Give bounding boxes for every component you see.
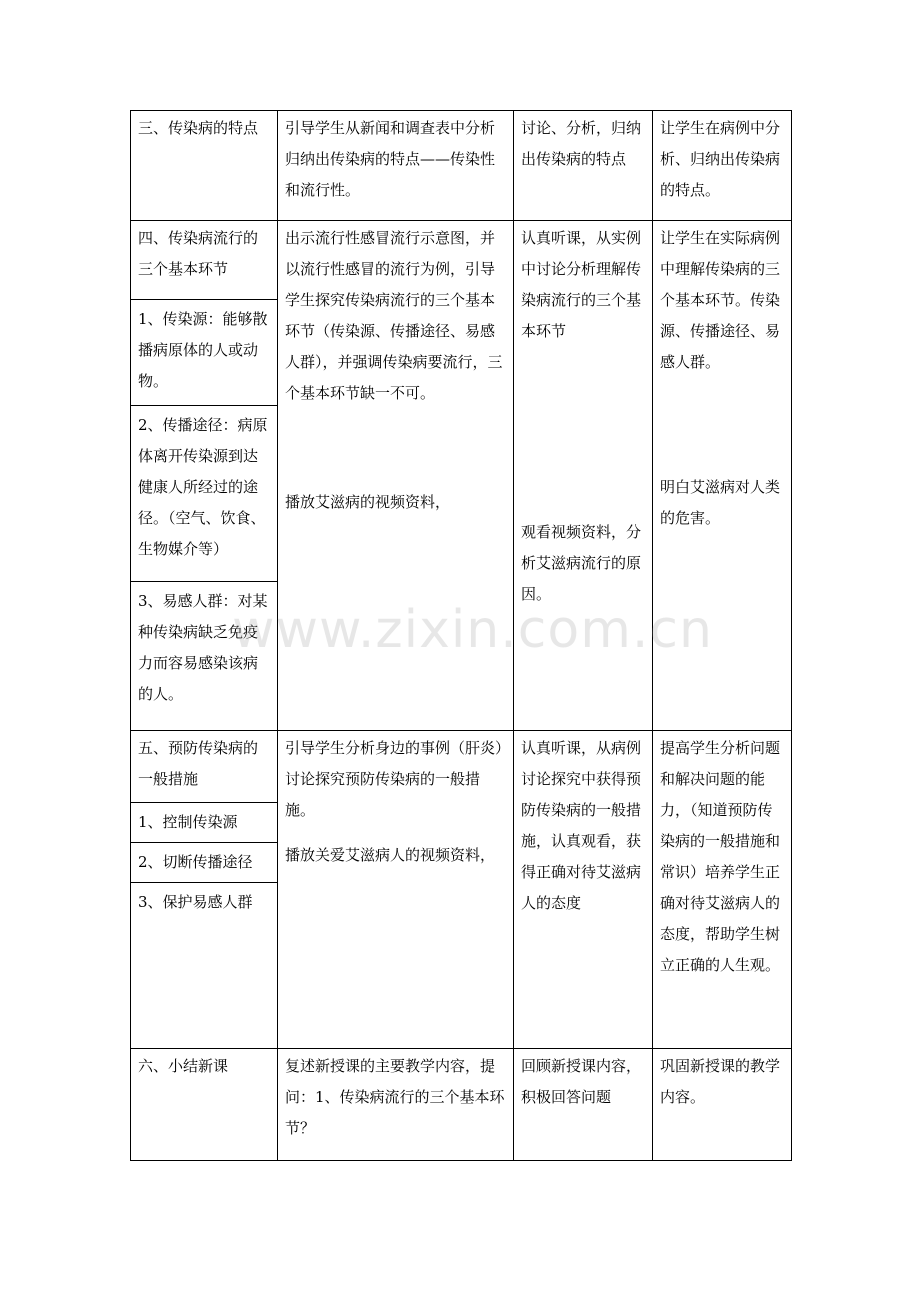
teacher-activity-text: 复述新授课的主要教学内容，提问：1、传染病流行的三个基本环节？: [285, 1057, 505, 1137]
table-row: [131, 1049, 792, 1161]
topic-subitem: 3、保护易感人群: [131, 882, 277, 918]
table-row: [131, 111, 792, 221]
design-intent-text: 巩固新授课的教学内容。: [660, 1057, 781, 1106]
topic-cell: [131, 731, 278, 1049]
student-activity-cell: [514, 111, 653, 221]
topic-cell: [131, 111, 278, 221]
topic-title: 五、预防传染病的一般措施: [138, 739, 259, 788]
teacher-activity-cell: [278, 111, 514, 221]
topic-title: 六、小结新课: [138, 1057, 229, 1075]
topic-subitem: 2、传播途径：病原体离开传染源到达健康人所经过的途径。（空气、饮食、生物媒介等）: [131, 405, 277, 581]
teacher-activity-text: 出示流行性感冒流行示意图，并以流行性感冒的流行为例，引导学生探究传染病流行的三个基本环节（传染源、传播途径、易感人群），并强调传染病要流行，三个基本环节缺一不可。: [285, 229, 503, 402]
student-activity-text: 认真听课，从实例中讨论分析理解传染病流行的三个基本环节: [521, 229, 642, 340]
teacher-activity-text: 播放关爱艾滋病人的视频资料，: [285, 846, 496, 864]
topic-cell: [131, 1049, 278, 1161]
teacher-activity-cell: [278, 221, 514, 731]
student-activity-text: 观看视频资料，分析艾滋病流行的原因。: [521, 523, 642, 603]
design-intent-text: 明白艾滋病对人类的危害。: [660, 478, 781, 527]
topic-subitem: 3、易感人群：对某种传染病缺乏免疫力而容易感染该病的人。: [131, 581, 277, 710]
topic-subitem: 2、切断传播途径: [131, 842, 277, 882]
design-intent-cell: [653, 1049, 792, 1161]
teacher-activity-text: 播放艾滋病的视频资料，: [285, 493, 451, 511]
student-activity-cell: [514, 1049, 653, 1161]
table-row: [131, 221, 792, 731]
teacher-activity-text: 引导学生分析身边的事例（肝炎）讨论探究预防传染病的一般措施。: [285, 739, 503, 819]
topic-title: 四、传染病流行的三个基本环节: [138, 229, 259, 278]
topic-subitem: 1、控制传染源: [131, 802, 277, 842]
topic-subitem: 1、传染源：能够散播病原体的人或动物。: [131, 299, 277, 405]
design-intent-cell: [653, 111, 792, 221]
student-activity-text: 认真听课，从病例讨论探究中获得预防传染病的一般措施，认真观看，获得正确对待艾滋病人的态度: [521, 739, 642, 912]
design-intent-cell: [653, 221, 792, 731]
teacher-activity-cell: [278, 731, 514, 1049]
lesson-plan-table: [130, 110, 792, 1161]
teacher-activity-text: 引导学生从新闻和调查表中分析归纳出传染病的特点——传染性和流行性。: [285, 119, 496, 199]
topic-title: 三、传染病的特点: [138, 119, 259, 137]
design-intent-text: 让学生在实际病例中理解传染病的三个基本环节。传染源、传播途径、易感人群。: [660, 229, 781, 371]
student-activity-text: 回顾新授课内容，积极回答问题: [521, 1057, 642, 1106]
student-activity-cell: [514, 221, 653, 731]
watermark: www.zixin.com.cn: [232, 600, 713, 660]
student-activity-text: 讨论、分析，归纳出传染病的特点: [521, 119, 642, 168]
design-intent-cell: [653, 731, 792, 1049]
design-intent-text: 提高学生分析问题和解决问题的能力，（知道预防传染病的一般措施和常识）培养学生正确对待艾滋病人的态度，帮助学生树立正确的人生观。: [660, 739, 781, 974]
design-intent-text: 让学生在病例中分析、归纳出传染病的特点。: [660, 119, 781, 199]
table-row: [131, 731, 792, 1049]
student-activity-cell: [514, 731, 653, 1049]
teacher-activity-cell: [278, 1049, 514, 1161]
topic-cell: [131, 221, 278, 731]
